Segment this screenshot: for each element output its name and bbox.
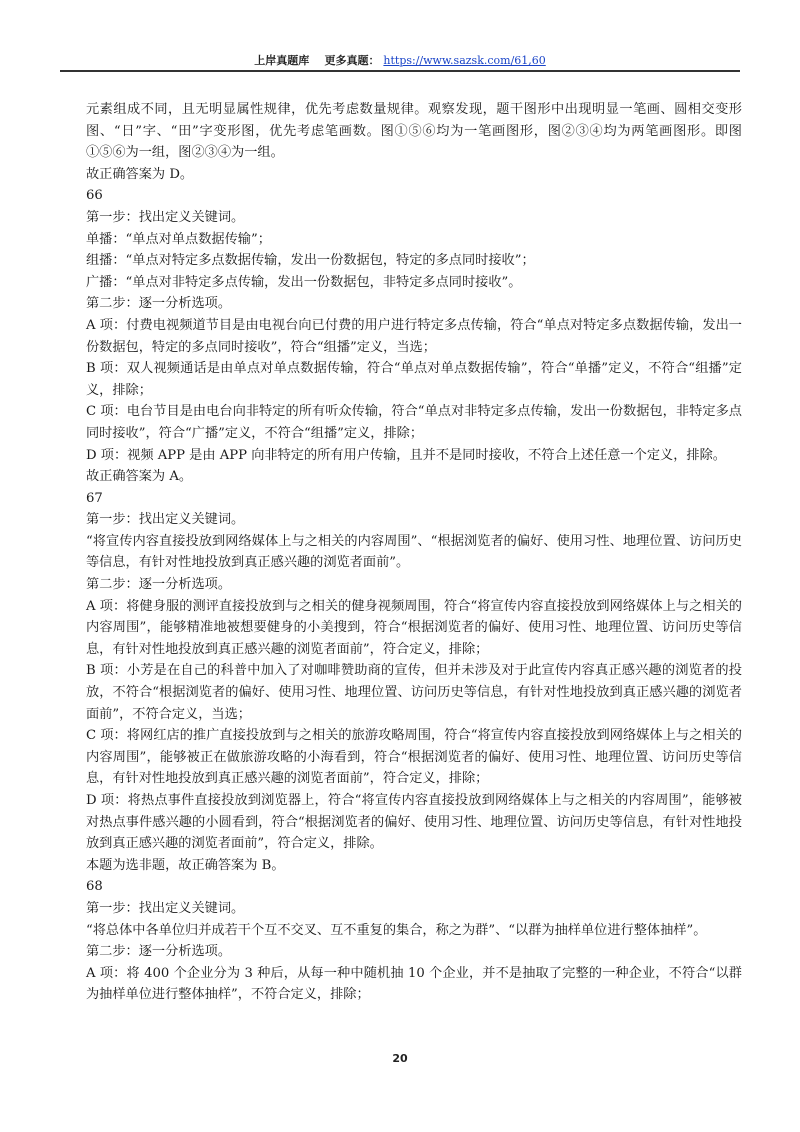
paragraph: 第一步：找出定义关键词。 <box>86 900 245 916</box>
paragraph: 本题为选非题，故正确答案为 B。 <box>86 857 285 873</box>
paragraph: “将宣传内容直接投放到网络媒体上与之相关的内容周围”、“根据浏览者的偏好、使用习性、地理位置、访问历史等信息，有针对性地投放到真正感兴趣的浏览者面前”。 <box>86 533 742 571</box>
header-brand: 上岸真题库 <box>254 54 310 67</box>
question-number: 66 <box>86 188 103 204</box>
paragraph: “将总体中各单位归并成若干个互不交叉、互不重复的集合，称之为群”、“以群为抽样单位进行整体抽样”。 <box>86 922 707 938</box>
header-url-link[interactable]: https://www.sazsk.com/61,60 <box>383 54 546 67</box>
paragraph: 第一步：找出定义关键词。 <box>86 512 245 528</box>
paragraph: D 项：将热点事件直接投放到浏览器上，符合“将宣传内容直接投放到网络媒体上与之相关的内容周围”，能够被对热点事件感兴趣的小圆看到，符合“根据浏览者的偏好、使用习性、地理位置、访问历史等信息，有针对性地投放到真正感兴趣的浏览者面前”，符合定义，排除。 <box>86 793 742 852</box>
page-header <box>60 52 740 68</box>
paragraph: 故正确答案为 A。 <box>86 469 193 485</box>
paragraph: B 项：小芳是在自己的科普中加入了对咖啡赞助商的宣传，但并未涉及对于此宣传内容真正感兴趣的浏览者的投放，不符合“根据浏览者的偏好、使用习性、地理位置、访问历史等信息，有针对性地投放到真正感兴趣的浏览者面前”，不符合定义，当选； <box>86 663 742 722</box>
paragraph: 组播：“单点对特定多点数据传输，发出一份数据包，特定的多点同时接收”； <box>86 253 535 269</box>
paragraph: 第二步：逐一分析选项。 <box>86 296 232 312</box>
question-number: 68 <box>86 879 103 895</box>
header-divider <box>60 70 740 72</box>
document-body <box>86 99 742 1006</box>
paragraph: B 项：双人视频通话是由单点对单点数据传输，符合“单点对单点数据传输”，符合“单播”定义，不符合“组播”定义，排除； <box>86 361 742 398</box>
paragraph: 第二步：逐一分析选项。 <box>86 577 232 593</box>
header-more-label: 更多真题： <box>324 54 380 67</box>
question-number: 67 <box>86 490 103 506</box>
page-number: 20 <box>392 1052 408 1065</box>
paragraph: 单播：“单点对单点数据传输”； <box>86 231 271 247</box>
paragraph: 第二步：逐一分析选项。 <box>86 944 232 960</box>
paragraph: D 项：视频 APP 是由 APP 向非特定的所有用户传输，且并不是同时接收，不符合上述任意一个定义，排除。 <box>86 447 726 463</box>
paragraph: A 项：将健身服的测评直接投放到与之相关的健身视频周围，符合“将宣传内容直接投放到网络媒体上与之相关的内容周围”，能够精准地被想要健身的小美搜到，符合“根据浏览者的偏好、使用习性、地理位置、访问历史等信息，有针对性地投放到真正感兴趣的浏览者面前”，符合定义，排除； <box>86 598 742 657</box>
paragraph: 元素组成不同，且无明显属性规律，优先考虑数量规律。观察发现，题干图形中出现明显一笔画、圆相交变形图、“日”字、“田”字变形图，优先考虑笔画数。图①⑤⑥均为一笔画图形，图②③④均为两笔画图形。即图①⑤⑥为一组，图②③④为一组。 <box>86 102 742 161</box>
paragraph: A 项：付费电视频道节目是由电视台向已付费的用户进行特定多点传输，符合“单点对特定多点数据传输，发出一份数据包，特定的多点同时接收”，符合“组播”定义，当选； <box>86 317 742 355</box>
paragraph: 第一步：找出定义关键词。 <box>86 209 245 225</box>
paragraph: C 项：将网红店的推广直接投放到与之相关的旅游攻略周围，符合“将宣传内容直接投放到网络媒体上与之相关的内容周围”，能够被正在做旅游攻略的小海看到，符合“根据浏览者的偏好、使用习性、地理位置、访问历史等信息，有针对性地投放到真正感兴趣的浏览者面前”，符合定义，排除； <box>86 728 742 787</box>
paragraph: C 项：电台节目是由电台向非特定的所有听众传输，符合“单点对非特定多点传输，发出一份数据包，非特定多点同时接收”，符合“广播”定义，不符合“组播”定义，排除； <box>86 404 742 441</box>
paragraph: A 项：将 400 个企业分为 3 种后，从每一种中随机抽 10 个企业，并不是抽取了完整的一种企业，不符合“以群为抽样单位进行整体抽样”，不符合定义，排除； <box>86 965 742 1003</box>
paragraph: 广播：“单点对非特定多点传输，发出一份数据包，非特定多点同时接收”。 <box>86 274 522 290</box>
paragraph: 故正确答案为 D。 <box>86 166 194 182</box>
